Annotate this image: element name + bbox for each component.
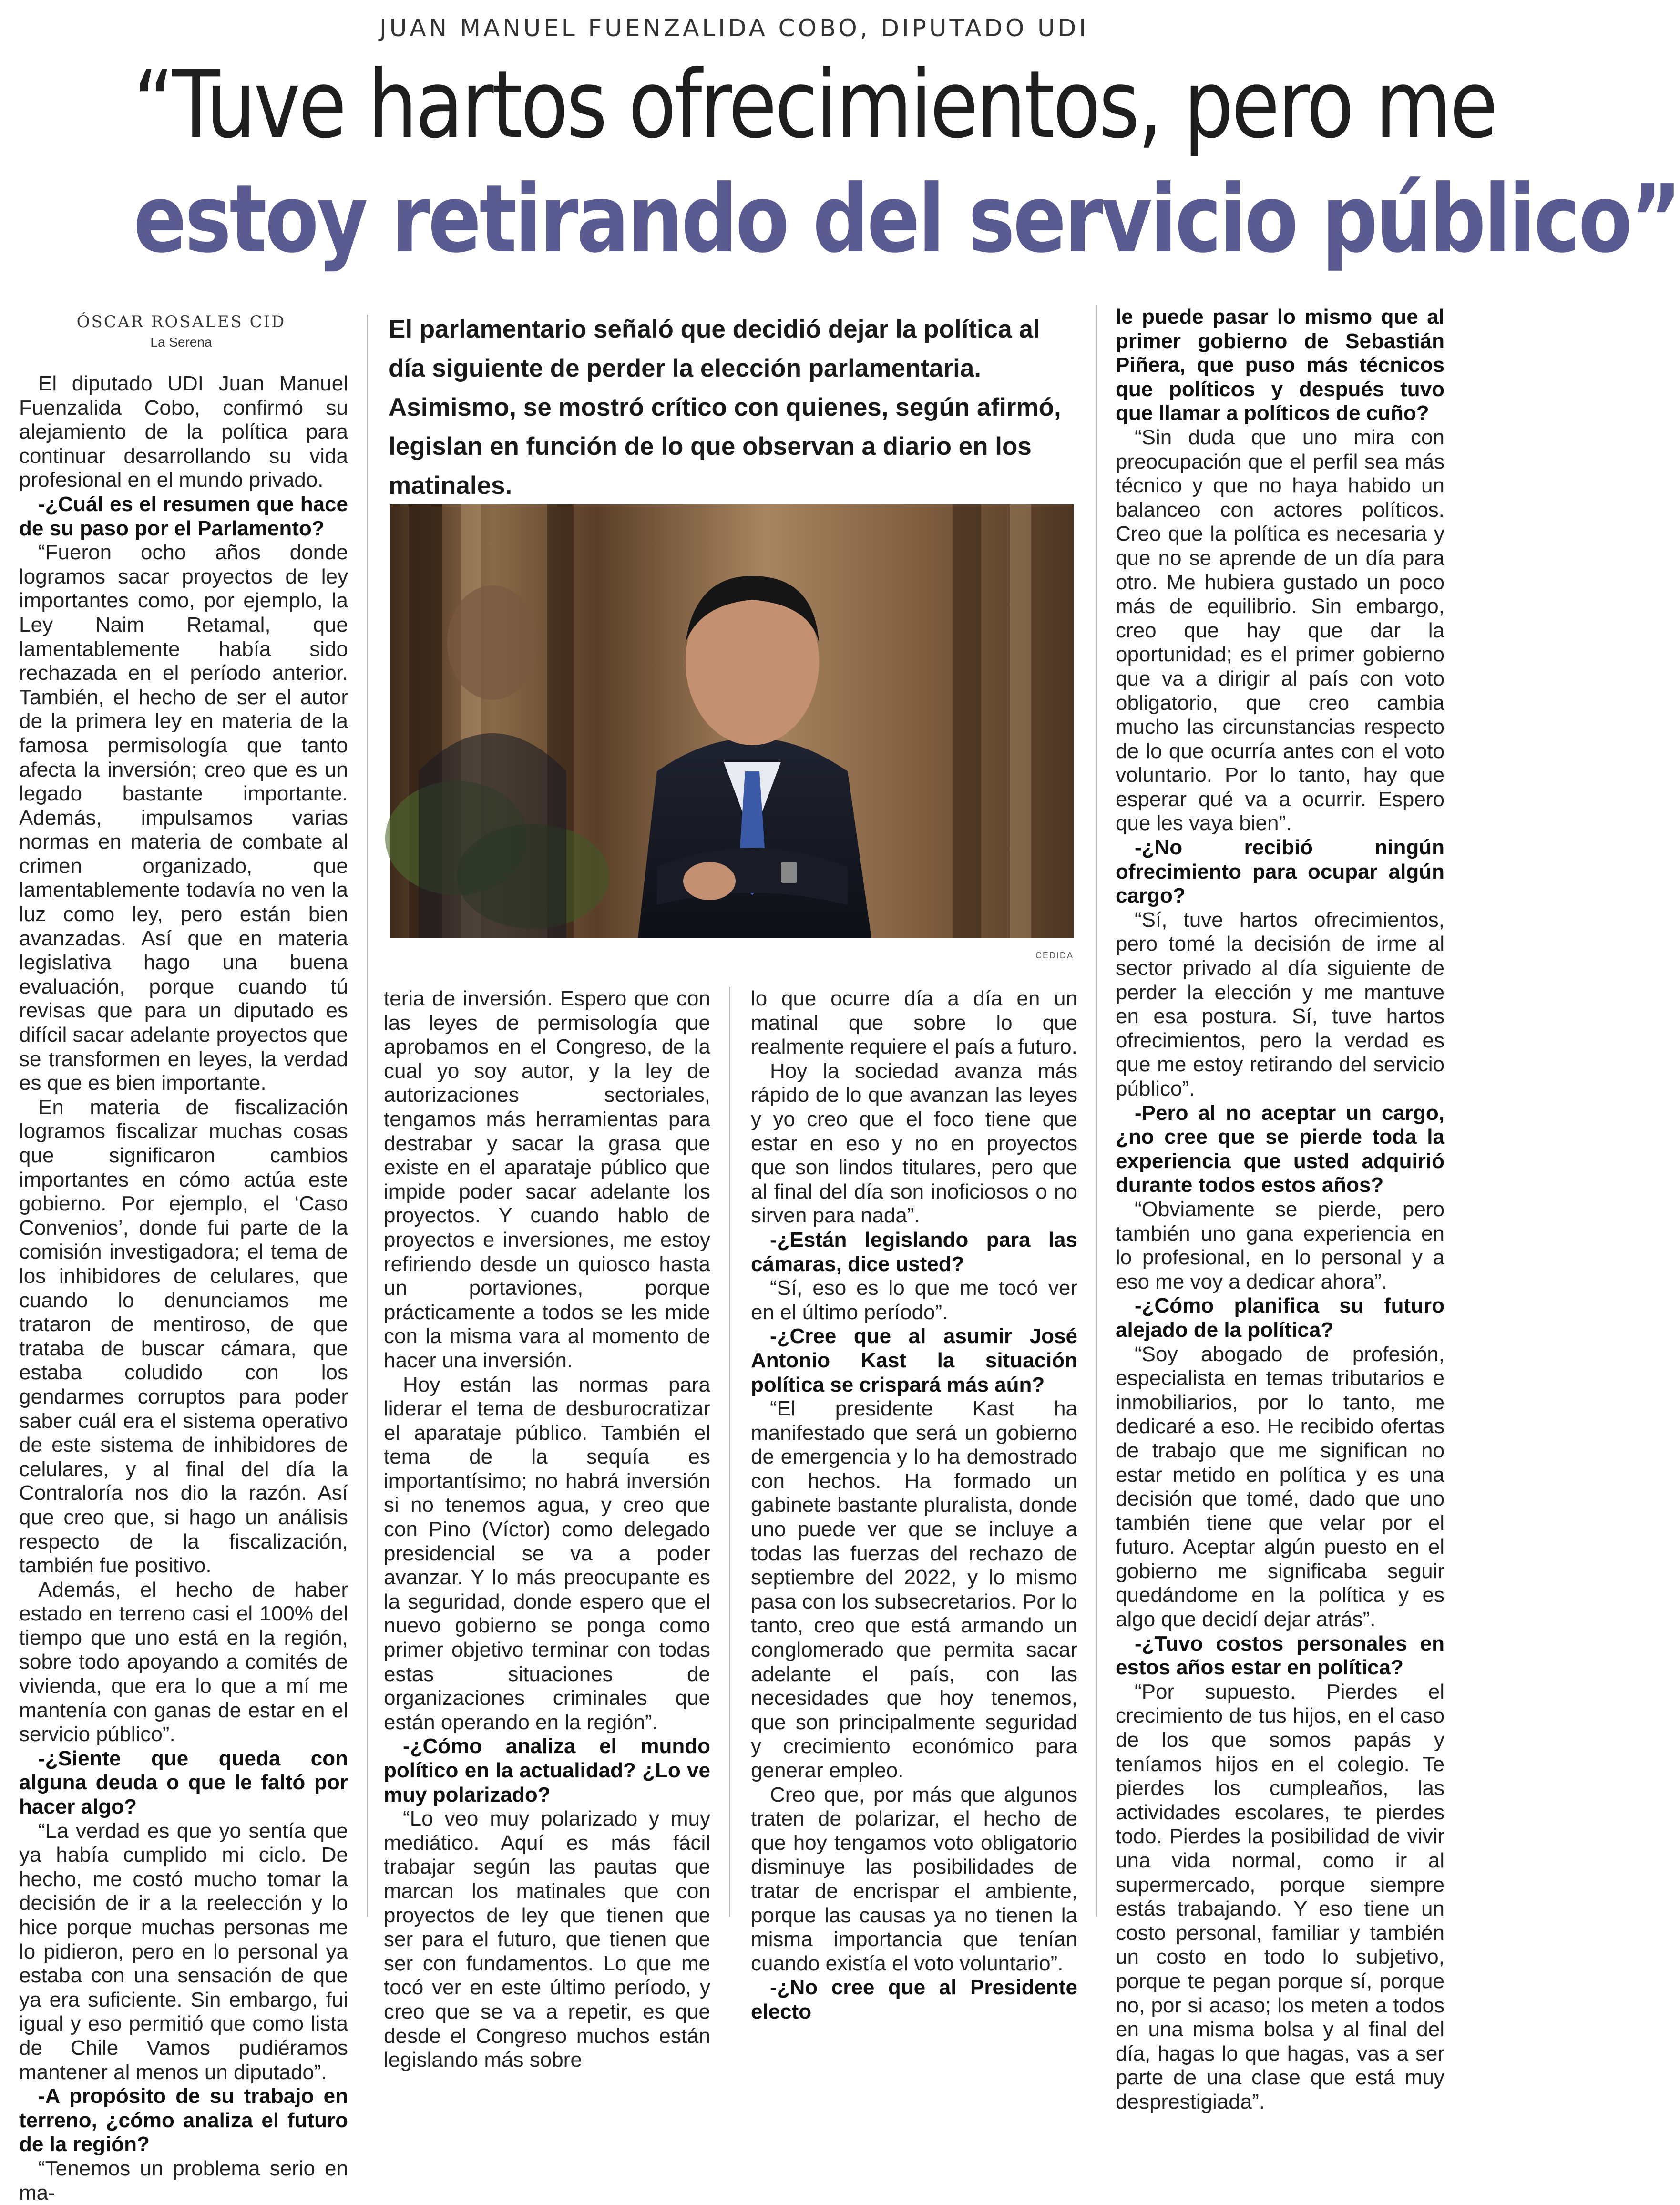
portrait-photo-illustration: [390, 504, 1074, 938]
interview-question: -¿No recibió ningún ofrecimiento para ocupar algún cargo?: [1116, 836, 1444, 908]
interview-question: -¿Están legislando para las cámaras, dice usted?: [751, 1228, 1077, 1276]
interview-question: -¿Cómo planifica su futuro alejado de la política?: [1116, 1294, 1444, 1342]
interview-answer: “Por supuesto. Pierdes el crecimiento de tus hijos, en el caso de los que somos papás y teníamos hijos en el colegio. Te pierdes los cumpleaños, las actividades escolares, te pierdes todo. Pierdes la posibilidad de vivir una vida normal, como ir al supermercado, porque siempre estás trabajando. Y eso tiene un costo personal, familiar y también un costo en todo lo subjetivo, porque te pegan porque sí, porque no, por si acaso; los meten a todos en una misma bolsa y al final del día, hagas lo que hagas, vas a ser parte de una clase que está muy desprestigiada”.: [1116, 1680, 1444, 2113]
photo-credit: CEDIDA: [1035, 951, 1074, 960]
interview-answer: “Sí, tuve hartos ofrecimientos, pero tomé la decisión de irme al sector privado al día siguiente de perder la elección y me mantuve en esa postura. Sí, tuve hartos ofrecimientos, pero la verdad es que me estoy retirando del servicio público”.: [1116, 908, 1444, 1100]
interview-answer: “Fueron ocho años donde logramos sacar proyectos de ley importantes como, por ejemplo, la Ley Naim Retamal, que lamentablemente había sido rechazada en el período anterior. También, el hecho de ser el autor de la primera ley en materia de la famosa permisología que tanto afecta la inversión; creo que es un legado bastante importante. Además, impulsamos varias normas en materia de combate al crimen organizado, que lamentablemente todavía no ven la luz como ley, pero están bien avanzadas. Así que en materia legislativa hago una buena evaluación, porque cuando tú revisas que para un diputado es difícil sacar adelante proyectos que se transformen en leyes, la verdad es que es bien importante.: [19, 541, 348, 1095]
interview-answer: teria de inversión. Espero que con las leyes de permisología que aprobamos en el Congreso, de la cual yo soy autor, y la ley de autorizaciones sectoriales, tengamos más herramientas para destrabar y sacar la grasa que existe en el aparataje público que impide poder sacar adelante los proyectos. Y cuando hablo de proyectos e inversiones, me estoy refiriendo desde un quiosco hasta un portaviones, porque prácticamente a todos se les mide con la misma vara al momento de hacer una inversión.: [384, 987, 710, 1372]
headline-line-1: “Tuve hartos ofrecimientos, pero me: [133, 51, 1496, 159]
interview-question: -¿Cree que al asumir José Antonio Kast la situación política se crispará más aún?: [751, 1324, 1077, 1396]
article-column-4: [1116, 305, 1444, 2114]
interview-question: -¿No cree que al Presidente electo: [751, 1976, 1077, 2023]
interview-answer: En materia de fiscalización logramos fiscalizar muchas cosas que significaron cambios importantes en cómo actúa este gobierno. Por ejemplo, el ‘Caso Convenios’, donde fui parte de la comisión investigadora; el tema de los inhibidores de celulares, que cuando lo denunciamos me trataron de mentiroso, de que trataba de buscar cámara, que estaba coludido con los gendarmes corruptos para poder saber cuál era el sistema operativo de este sistema de inhibidores de celulares, y al final del día la Contraloría nos dio la razón. Así que creo que, si hago un análisis respecto de la fiscalización, también fue positivo.: [19, 1095, 348, 1578]
article-paragraph: El diputado UDI Juan Manuel Fuenzalida Cobo, confirmó su alejamiento de la política para continuar desarrollando su vida profesional en el mundo privado.: [19, 372, 348, 492]
interview-question: -¿Tuvo costos personales en estos años estar en política?: [1116, 1631, 1444, 1680]
interview-answer: Hoy la sociedad avanza más rápido de lo que avanzan las leyes y yo creo que el foco tiene que estar en eso y no en proyectos que son lindos titulares, pero que al final del día son inoficiosos o no sirven para nada”.: [751, 1059, 1077, 1228]
article-column-1: [19, 372, 348, 2205]
interview-answer: “La verdad es que yo sentía que ya había cumplido mi ciclo. De hecho, me costó mucho tomar la decisión de ir a la reelección y lo hice porque muchas personas me lo pidieron, pero en lo personal ya estaba con una sensación de que ya era suficiente. Sin embargo, fui igual y eso permitió que como lista de Chile Vamos pudiéramos mantener al menos un diputado”.: [19, 1819, 348, 2084]
interview-answer: Además, el hecho de haber estado en terreno casi el 100% del tiempo que uno está en la región, sobre todo apoyando a comités de vivienda, que era lo que a mí me mantenía con ganas de estar en el servicio público”.: [19, 1578, 348, 1746]
kicker: JUAN MANUEL FUENZALIDA COBO, DIPUTADO UDI: [379, 14, 1089, 42]
interview-answer: “Obviamente se pierde, pero también uno gana experiencia en lo profesional, en lo personal y a eso me voy a dedicar ahora”.: [1116, 1197, 1444, 1293]
portrait-photo: [390, 504, 1074, 938]
interview-answer: “Sí, eso es lo que me tocó ver en el último período”.: [751, 1276, 1077, 1324]
interview-answer: Hoy están las normas para liderar el tema de desburocratizar el aparataje público. También el tema de la sequía es importantísimo; no habrá inversión si no tenemos agua, y creo que con Pino (Víctor) como delegado presidencial se va a poder avanzar. Y lo más preocupante es la seguridad, donde espero que el nuevo gobierno se ponga como primer objetivo terminar con todas estas situaciones de organizaciones criminales que están operando en la región”.: [384, 1373, 710, 1734]
interview-answer: “Lo veo muy polarizado y muy mediático. Aquí es más fácil trabajar según las pautas que marcan los matinales que con proyectos de ley que tienen que ser para el futuro, que tienen que ser con fundamentos. Lo que me tocó ver en este último período, y creo que se va a repetir, es que desde el Congreso muchos están legislando más sobre: [384, 1807, 710, 2072]
interview-question: -¿Cómo analiza el mundo político en la actualidad? ¿Lo ve muy polarizado?: [384, 1734, 710, 1806]
headline-line-2: estoy retirando del servicio público”: [133, 165, 1680, 274]
column-rule: [1096, 305, 1097, 1917]
article-column-3: [751, 987, 1077, 2024]
lead-paragraph: El parlamentario señaló que decidió dejar la política al día siguiente de perder la elección parlamentaria. Asimismo, se mostró crítico con quienes, según afirmó, legislan en función de lo que observan a diario en los matinales.: [389, 315, 1061, 500]
column-rule: [367, 315, 368, 1917]
interview-answer: “Soy abogado de profesión, especialista en temas tributarios e inmobiliarios, por lo tanto, me dedicaré a eso. He recibido ofertas de trabajo que me significan no estar metido en política y es una decisión que tomé, dado que uno también tiene que velar por el futuro. Aceptar algún puesto en el gobierno me significaba seguir quedándome en la política y es algo que decidí dejar atrás”.: [1116, 1342, 1444, 1631]
byline-author: ÓSCAR ROSALES CID: [76, 312, 286, 331]
interview-answer: lo que ocurre día a día en un matinal que sobre lo que realmente requiere el país a futuro.: [751, 987, 1077, 1059]
interview-question: -¿Cuál es el resumen que hace de su paso por el Parlamento?: [19, 492, 348, 540]
interview-answer: “Sin duda que uno mira con preocupación que el perfil sea más técnico y que no haya habido un balanceo con actores políticos. Creo que la política es necesaria y que no se aprende de un día para otro. Me hubiera gustado un poco más de equilibrio. Sin embargo, creo que hay que dar la oportunidad; es el primer gobierno que va a dirigir al país con voto obligatorio, que creo cambia mucho las circunstancias respecto de lo que ocurría antes con el voto voluntario. Por lo tanto, hay que esperar qué va a ocurrir. Espero que les vaya bien”.: [1116, 425, 1444, 835]
interview-question: -A propósito de su trabajo en terreno, ¿cómo analiza el futuro de la región?: [19, 2084, 348, 2156]
interview-answer: “El presidente Kast ha manifestado que será un gobierno de emergencia y lo ha demostrado con hechos. Ha formado un gabinete bastante pluralista, donde uno puede ver que se incluye a todas las fuerzas del rechazo de septiembre del 2022, y lo mismo pasa con los subsecretarios. Por lo tanto, creo que está armando un conglomerado que permita sacar adelante el país, con las necesidades que hoy tenemos, que son principalmente seguridad y crecimiento económico para generar empleo.: [751, 1397, 1077, 1782]
column-rule: [729, 987, 730, 1917]
byline-place: La Serena: [150, 335, 212, 349]
interview-question: le puede pasar lo mismo que al primer gobierno de Sebastián Piñera, que puso más técnicos que políticos y después tuvo que llamar a políticos de cuño?: [1116, 305, 1444, 425]
interview-answer: Creo que, por más que algunos traten de polarizar, el hecho de que hoy tengamos voto obligatorio disminuye las posibilidades de tratar de encrispar el ambiente, porque las causas ya no tienen la misma importancia que tenían cuando existía el voto voluntario”.: [751, 1783, 1077, 1975]
headline: [19, 48, 1680, 277]
interview-question: -Pero al no aceptar un cargo, ¿no cree que se pierde toda la experiencia que usted adquirió durante todos estos años?: [1116, 1101, 1444, 1197]
interview-question: -¿Siente que queda con alguna deuda o que le faltó por hacer algo?: [19, 1746, 348, 1819]
article-column-2: [384, 987, 710, 2072]
interview-answer: “Tenemos un problema serio en ma-: [19, 2156, 348, 2205]
